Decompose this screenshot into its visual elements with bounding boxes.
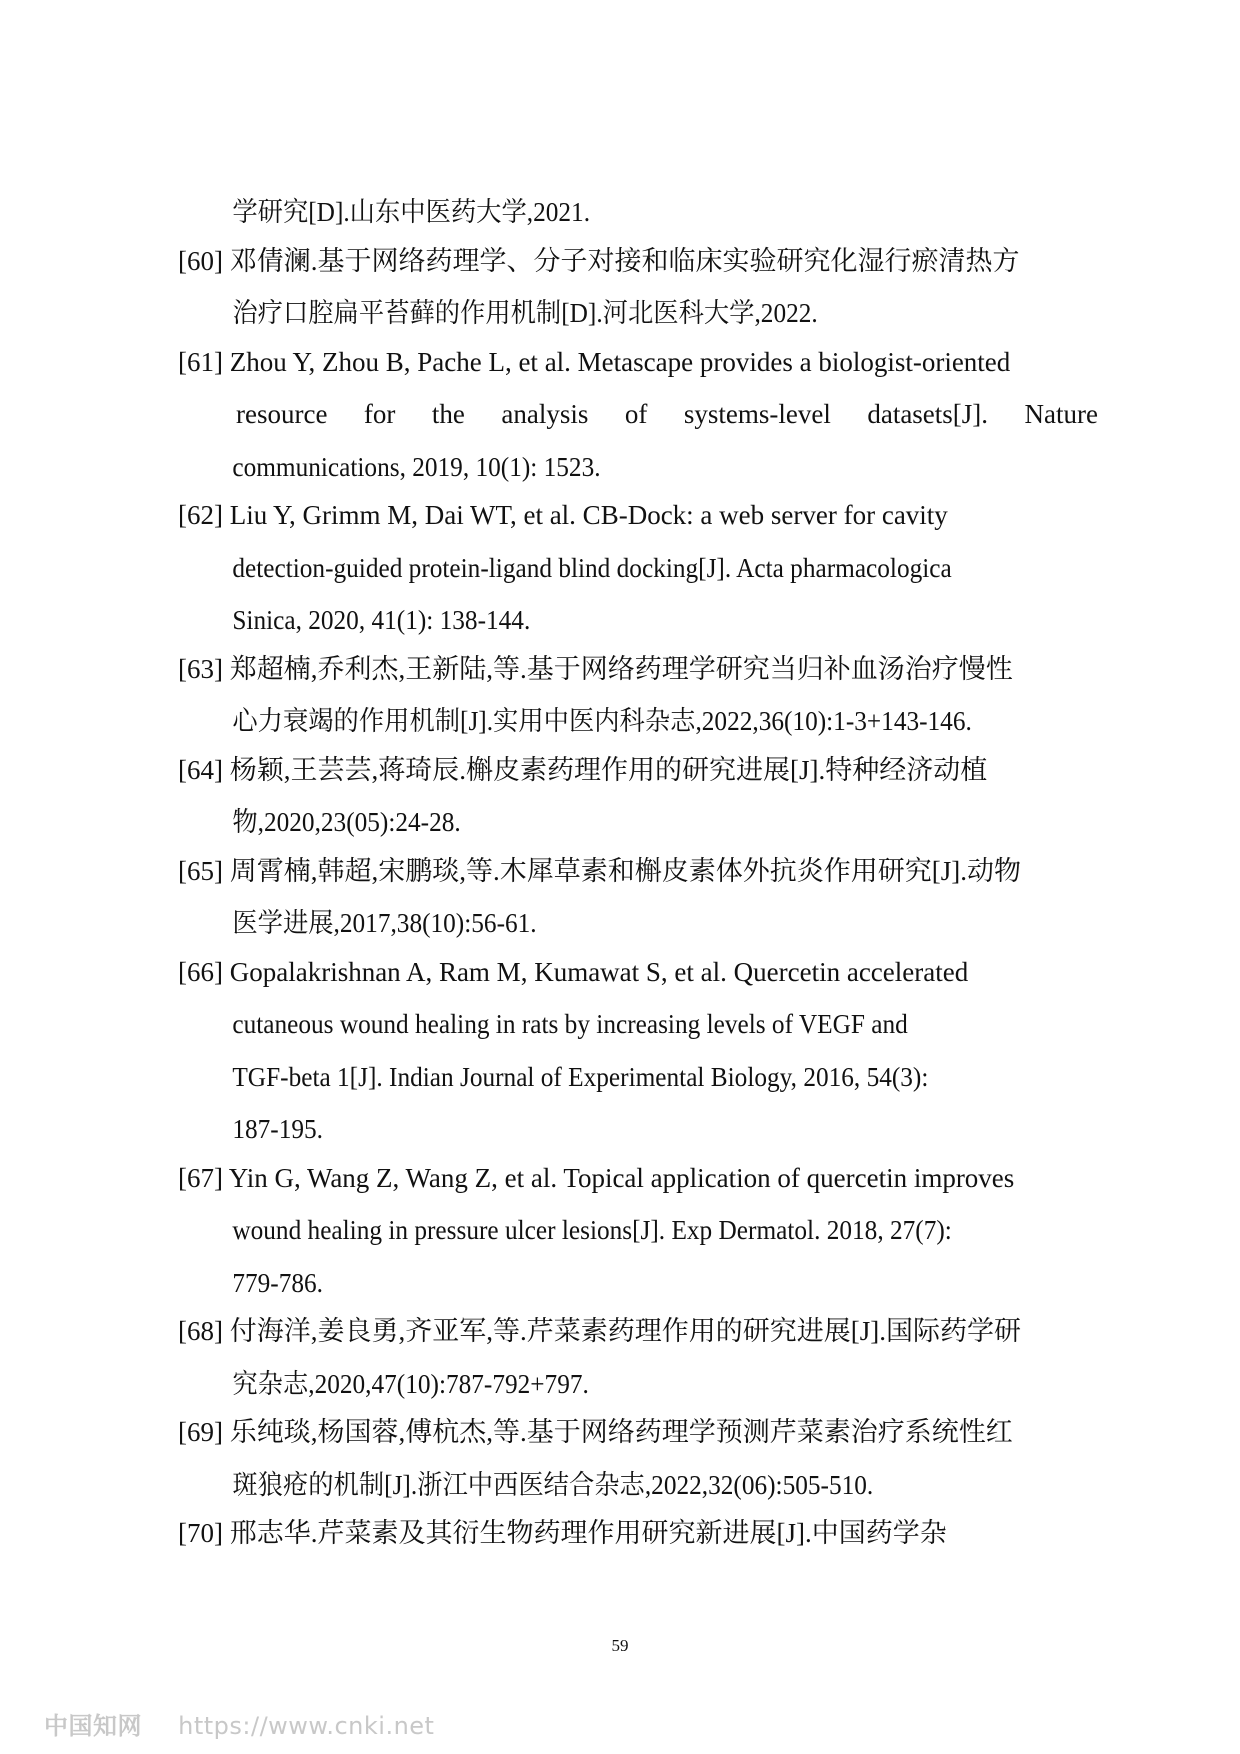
page-number: 59 [611,1636,629,1655]
reference-line: Sinica, 2020, 41(1): 138-144. [232,605,531,635]
reference-line: [60] 邓倩澜.基于网络药理学、分子对接和临床实验研究化湿行瘀清热方 [178,245,1020,276]
reference-line: 心力衰竭的作用机制[J].实用中医内科杂志,2022,36(10):1-3+143-146. [232,706,972,736]
reference-line: 斑狼疮的机制[J].浙江中西医结合杂志,2022,32(06):505-510. [232,1469,874,1500]
reference-line: 究杂志,2020,47(10):787-792+797. [232,1368,589,1399]
reference-line: detection-guided protein-ligand blind docking[J]. Acta pharmacologica [232,552,952,583]
reference-line: [68] 付海洋,姜良勇,齐亚军,等.芹菜素药理作用的研究进展[J].国际药学研 [178,1316,1021,1346]
reference-line: [65] 周霄楠,韩超,宋鹏琰,等.木犀草素和槲皮素体外抗炎作用研究[J].动物 [178,855,1021,886]
reference-line: [67] Yin G, Wang Z, Wang Z, et al. Topical application of quercetin improves [178,1162,1015,1193]
cnki-logo: 中国知网 [44,1712,142,1740]
reference-line: 779-786. [232,1267,324,1298]
reference-line: cutaneous wound healing in rats by increasing levels of VEGF and [232,1009,908,1039]
reference-line: 学研究[D].山东中医药大学,2021. [232,197,591,227]
cnki-watermark [44,1706,434,1741]
reference-line: 医学进展,2017,38(10):56-61. [232,908,537,938]
reference-item-61 [178,336,1098,494]
reference-item-60 [178,235,1098,340]
reference-line: 治疗口腔扁平苔藓的作用机制[D].河北医科大学,2022. [232,298,818,328]
reference-item-69 [178,1406,1098,1511]
reference-item-62 [178,489,1098,647]
watermark-url: https://www.cnki.net [178,1712,435,1740]
reference-item-65 [178,845,1098,950]
reference-line: [69] 乐纯琰,杨国蓉,傅杭杰,等.基于网络药理学预测芹菜素治疗系统性红 [178,1417,1013,1447]
reference-line: [62] Liu Y, Grimm M, Dai WT, et al. CB-Dock: a web server for cavity [178,500,948,530]
reference-line: [66] Gopalakrishnan A, Ram M, Kumawat S, et al. Quercetin accelerated [178,956,969,987]
reference-item-66 [178,946,1098,1156]
reference-item-68 [178,1305,1098,1410]
reference-line: 物,2020,23(05):24-28. [232,807,461,837]
reference-line: [64] 杨颖,王芸芸,蒋琦辰.槲皮素药理作用的研究进展[J].特种经济动植 [178,754,988,785]
reference-item-70 [178,1507,1098,1560]
reference-item [178,186,1098,239]
reference-item-64 [178,744,1098,849]
reference-line: [70] 邢志华.芹菜素及其衍生物药理作用研究新进展[J].中国药学杂 [178,1518,947,1548]
reference-line: TGF-beta 1[J]. Indian Journal of Experimental Biology, 2016, 54(3): [232,1061,929,1092]
reference-line: [61] Zhou Y, Zhou B, Pache L, et al. Metascape provides a biologist-oriented [178,346,1011,377]
reference-line: [63] 郑超楠,乔利杰,王新陆,等.基于网络药理学研究当归补血汤治疗慢性 [178,653,1013,684]
reference-line: 187-195. [232,1114,324,1144]
reference-line: resource for the analysis of systems-level datasets[J]. Nature [236,399,1098,429]
reference-item-67 [178,1152,1098,1310]
reference-line: communications, 2019, 10(1): 1523. [232,451,601,482]
reference-list [178,186,1098,1560]
reference-item-63 [178,643,1098,748]
reference-line: wound healing in pressure ulcer lesions[J]. Exp Dermatol. 2018, 27(7): [232,1215,952,1245]
